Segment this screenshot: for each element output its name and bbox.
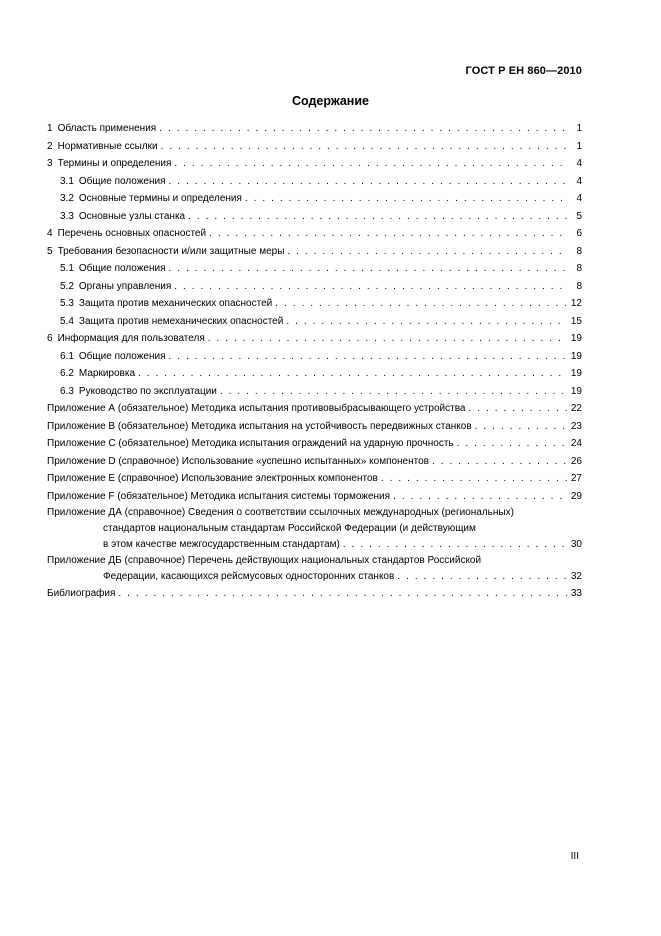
toc-entry[interactable] bbox=[47, 383, 582, 401]
toc-page-number: 4 bbox=[576, 158, 582, 169]
page-number: III bbox=[570, 851, 579, 862]
toc-entry-text: Руководство по эксплуатации bbox=[78, 385, 217, 397]
toc-entry-text: Общие положения bbox=[78, 175, 166, 187]
dot-leader bbox=[220, 383, 567, 401]
toc-page-number: 19 bbox=[570, 368, 582, 379]
toc-entry[interactable] bbox=[47, 453, 582, 471]
toc-entry[interactable] bbox=[47, 120, 582, 138]
toc-entry-number: 6.3 bbox=[60, 385, 74, 397]
toc-entry-number: 5.3 bbox=[60, 298, 74, 309]
toc-entry[interactable] bbox=[47, 190, 582, 208]
dot-leader bbox=[169, 260, 568, 278]
toc-entry-number: 5 bbox=[47, 245, 53, 257]
toc-entry-number: 3 bbox=[47, 158, 53, 169]
toc-page-number: 33 bbox=[570, 588, 582, 599]
toc-entry-text: Приложение А (обязательное) Методика испытания противовыбрасывающего устройства bbox=[47, 403, 466, 414]
toc-entry[interactable] bbox=[47, 488, 582, 506]
toc-entry-line: Приложение ДБ (справочное) Перечень действующих национальных стандартов Российской bbox=[47, 555, 482, 566]
dot-leader bbox=[393, 488, 567, 506]
toc-entry-text: Приложение В (обязательное) Методика испытания на устойчивость передвижных станков bbox=[47, 420, 472, 432]
toc-entry-text: Общие положения bbox=[78, 263, 166, 274]
toc-entry-line: стандартов национальным стандартам Российской Федерации (и действующим bbox=[103, 523, 476, 534]
toc-entry-text: Область применения bbox=[57, 123, 157, 134]
dot-leader bbox=[161, 138, 567, 156]
dot-leader bbox=[343, 537, 567, 553]
toc-entry-text: Требования безопасности и/или защитные меры bbox=[57, 245, 285, 257]
dot-leader bbox=[286, 313, 567, 331]
dot-leader bbox=[432, 453, 567, 471]
toc-entry[interactable] bbox=[47, 365, 582, 383]
toc-entry[interactable] bbox=[47, 155, 582, 173]
toc-entry-number: 3.1 bbox=[60, 175, 74, 187]
toc-entry-number: 1 bbox=[47, 123, 53, 134]
toc-page-number: 1 bbox=[576, 123, 582, 134]
toc-entry-text: Защита против немеханических опасностей bbox=[78, 315, 284, 327]
toc-entry[interactable] bbox=[47, 208, 582, 226]
dot-leader bbox=[174, 278, 567, 296]
document-code: ГОСТ Р ЕН 860—2010 bbox=[465, 65, 582, 77]
dot-leader bbox=[169, 348, 568, 366]
toc-entry-text: Информация для пользователя bbox=[57, 333, 205, 344]
toc-entry[interactable] bbox=[47, 435, 582, 453]
dot-leader bbox=[397, 569, 567, 585]
dot-leader bbox=[188, 208, 567, 226]
toc-entry[interactable] bbox=[47, 260, 582, 278]
toc-page-number: 26 bbox=[570, 455, 582, 467]
toc-entry-annex-db[interactable] bbox=[47, 553, 582, 585]
toc-entry[interactable] bbox=[47, 225, 582, 243]
dot-leader bbox=[475, 418, 567, 436]
toc-entry[interactable] bbox=[47, 330, 582, 348]
toc-page-number: 6 bbox=[576, 228, 582, 239]
toc-entry-text: Нормативные ссылки bbox=[57, 140, 158, 152]
toc-entry[interactable] bbox=[47, 348, 582, 366]
toc-page-number: 4 bbox=[576, 193, 582, 204]
dot-leader bbox=[275, 295, 567, 313]
dot-leader bbox=[457, 435, 567, 453]
toc-page-number: 1 bbox=[576, 140, 582, 152]
toc-entry-line: Приложение ДА (справочное) Сведения о соответствии ссылочных международных (региональных) bbox=[47, 507, 514, 518]
toc-entry-line: в этом качестве межгосударственным стандартам) bbox=[103, 539, 340, 550]
toc-entry-number: 6.1 bbox=[60, 350, 74, 362]
table-of-contents bbox=[47, 120, 582, 603]
toc-page-number: 8 bbox=[576, 245, 582, 257]
toc-page-number: 4 bbox=[576, 175, 582, 187]
dot-leader bbox=[245, 190, 567, 208]
toc-entry[interactable] bbox=[47, 173, 582, 191]
toc-entry-text: Основные узлы станка bbox=[78, 210, 186, 222]
dot-leader bbox=[118, 585, 567, 603]
toc-entry-text: Термины и определения bbox=[57, 158, 172, 169]
toc-entry-text: Перечень основных опасностей bbox=[57, 228, 207, 239]
toc-entry-number: 5.2 bbox=[60, 280, 74, 292]
toc-page-number: 8 bbox=[576, 263, 582, 274]
toc-entry-annex-da[interactable] bbox=[47, 505, 582, 553]
toc-entry[interactable] bbox=[47, 295, 582, 313]
toc-entry-text: Защита против механических опасностей bbox=[78, 298, 273, 309]
dot-leader bbox=[174, 155, 567, 173]
toc-entry-text: Общие положения bbox=[78, 350, 166, 362]
toc-entry-text: Маркировка bbox=[78, 368, 136, 379]
toc-entry-text: Приложение Е (справочное) Использование электронных компонентов bbox=[47, 473, 378, 484]
toc-entry-number: 6 bbox=[47, 333, 53, 344]
toc-page-number: 24 bbox=[570, 438, 582, 449]
toc-entry-bibliography[interactable] bbox=[47, 585, 582, 603]
dot-leader bbox=[381, 470, 567, 488]
toc-page-number: 19 bbox=[570, 385, 582, 397]
dot-leader bbox=[169, 173, 568, 191]
dot-leader bbox=[209, 225, 567, 243]
toc-entry-number: 5.1 bbox=[60, 263, 74, 274]
toc-page-number: 12 bbox=[570, 298, 582, 309]
toc-entry[interactable] bbox=[47, 138, 582, 156]
toc-entry-text: Основные термины и определения bbox=[78, 193, 242, 204]
dot-leader bbox=[468, 400, 567, 418]
toc-page-number: 19 bbox=[570, 350, 582, 362]
dot-leader bbox=[287, 243, 567, 261]
toc-page-number: 5 bbox=[576, 210, 582, 222]
toc-entry-number: 5.4 bbox=[60, 315, 74, 327]
toc-page-number: 8 bbox=[576, 280, 582, 292]
toc-entry[interactable] bbox=[47, 313, 582, 331]
toc-page-number: 29 bbox=[570, 490, 582, 502]
toc-entry-text: Приложение D (справочное) Использование «успешно испытанных» компонентов bbox=[47, 455, 429, 467]
dot-leader bbox=[138, 365, 567, 383]
dot-leader bbox=[159, 120, 567, 138]
toc-page-number: 32 bbox=[570, 571, 582, 582]
toc-entry-number: 4 bbox=[47, 228, 53, 239]
toc-page-number: 15 bbox=[570, 315, 582, 327]
toc-page-number: 19 bbox=[570, 333, 582, 344]
toc-entry-number: 3.2 bbox=[60, 193, 74, 204]
toc-page-number: 27 bbox=[570, 473, 582, 484]
toc-entry-number: 2 bbox=[47, 140, 53, 152]
toc-entry-text: Органы управления bbox=[78, 280, 172, 292]
toc-entry[interactable] bbox=[47, 470, 582, 488]
toc-entry-number: 3.3 bbox=[60, 210, 74, 222]
toc-entry[interactable] bbox=[47, 418, 582, 436]
toc-page-number: 23 bbox=[570, 420, 582, 432]
toc-entry-number: 6.2 bbox=[60, 368, 74, 379]
toc-entry[interactable] bbox=[47, 243, 582, 261]
toc-entry-text: Приложение F (обязательное) Методика испытания системы торможения bbox=[47, 490, 391, 502]
toc-title: Содержание bbox=[291, 94, 369, 108]
toc-page-number: 22 bbox=[570, 403, 582, 414]
toc-page-number: 30 bbox=[570, 539, 582, 550]
toc-entry-line: Федерации, касающихся рейсмусовых односторонних станков bbox=[103, 571, 395, 582]
toc-entry[interactable] bbox=[47, 278, 582, 296]
toc-entry[interactable] bbox=[47, 400, 582, 418]
dot-leader bbox=[208, 330, 567, 348]
toc-entry-text: Библиография bbox=[47, 588, 116, 599]
toc-entry-text: Приложение С (обязательное) Методика испытания ограждений на ударную прочность bbox=[47, 438, 454, 449]
